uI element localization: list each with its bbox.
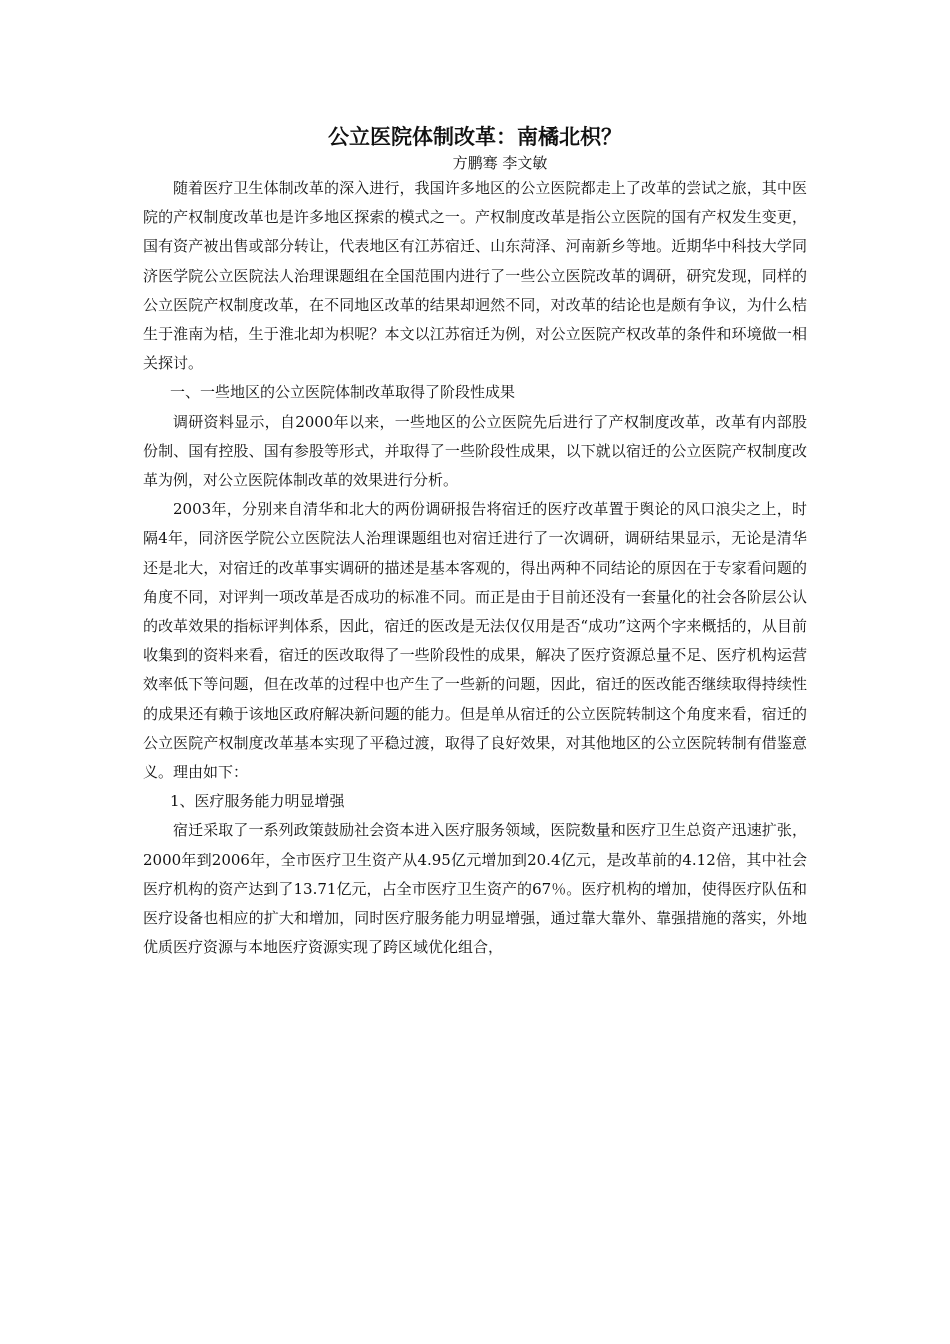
body-paragraph: 调研资料显示，自2000年以来，一些地区的公立医院先后进行了产权制度改革，改革有内部股份制、国有控股、国有参股等形式，并取得了一些阶段性成果，以下就以宿迁的公立医院产权制度改革为例，对公立医院体制改革的效果进行分析。 [143, 412, 807, 490]
subsection-heading: 1、医疗服务能力明显增强 [170, 792, 345, 811]
document-body [143, 174, 807, 962]
body-paragraph: 2003年，分别来自清华和北大的两份调研报告将宿迁的医疗改革置于舆论的风口浪尖之上，时隔4年，同济医学院公立医院法人治理课题组也对宿迁进行了一次调研，调研结果显示，无论是清华还是北大，对宿迁的改革事实调研的描述是基本客观的，得出两种不同结论的原因在于专家看问题的角度不同，对评判一项改革是否成功的标准不同。而正是由于目前还没有一套量化的社会各阶层公认的改革效果的指标评判体系，因此，宿迁的医改是无法仅仅用是否“成功”这两个字来概括的，从目前收集到的资料来看，宿迁的医改取得了一些阶段性的成果，解决了医疗资源总量不足、医疗机构运营效率低下等问题，但在改革的过程中也产生了一些新的问题，因此，宿迁的医改能否继续取得持续性的成果还有赖于该地区政府解决新问题的能力。但是单从宿迁的公立医院转制这个角度来看，宿迁的公立医院产权制度改革基本实现了平稳过渡，取得了良好效果，对其他地区的公立医院转制有借鉴意义。理由如下： [143, 500, 807, 782]
body-paragraph: 宿迁采取了一系列政策鼓励社会资本进入医疗服务领域，医院数量和医疗卫生总资产迅速扩张，2000年到2006年，全市医疗卫生资产从4.95亿元增加到20.4亿元，是改革前的4.12倍，其中社会医疗机构的资产达到了13.71亿元，占全市医疗卫生资产的67％。医疗机构的增加，使得医疗队伍和医疗设备也相应的扩大和增加，同时医疗服务能力明显增强，通过靠大靠外、靠强措施的落实，外地优质医疗资源与本地医疗资源实现了跨区域优化组合， [143, 821, 807, 957]
document-authors: 方鹏骞 李文敏 [452, 154, 548, 172]
section-heading: 一、一些地区的公立医院体制改革取得了阶段性成果 [170, 383, 516, 402]
document-title: 公立医院体制改革：南橘北枳？ [328, 124, 622, 149]
body-paragraph: 随着医疗卫生体制改革的深入进行，我国许多地区的公立医院都走上了改革的尝试之旅，其中医院的产权制度改革也是许多地区探索的模式之一。产权制度改革是指公立医院的国有产权发生变更，国有资产被出售或部分转让，代表地区有江苏宿迁、山东菏泽、河南新乡等地。近期华中科技大学同济医学院公立医院法人治理课题组在全国范围内进行了一些公立医院改革的调研，研究发现，同样的公立医院产权制度改革，在不同地区改革的结果却迥然不同，对改革的结论也是颇有争议，为什么桔生于淮南为桔，生于淮北却为枳呢？本文以江苏宿迁为例，对公立医院产权改革的条件和环境做一相关探讨。 [143, 179, 807, 373]
